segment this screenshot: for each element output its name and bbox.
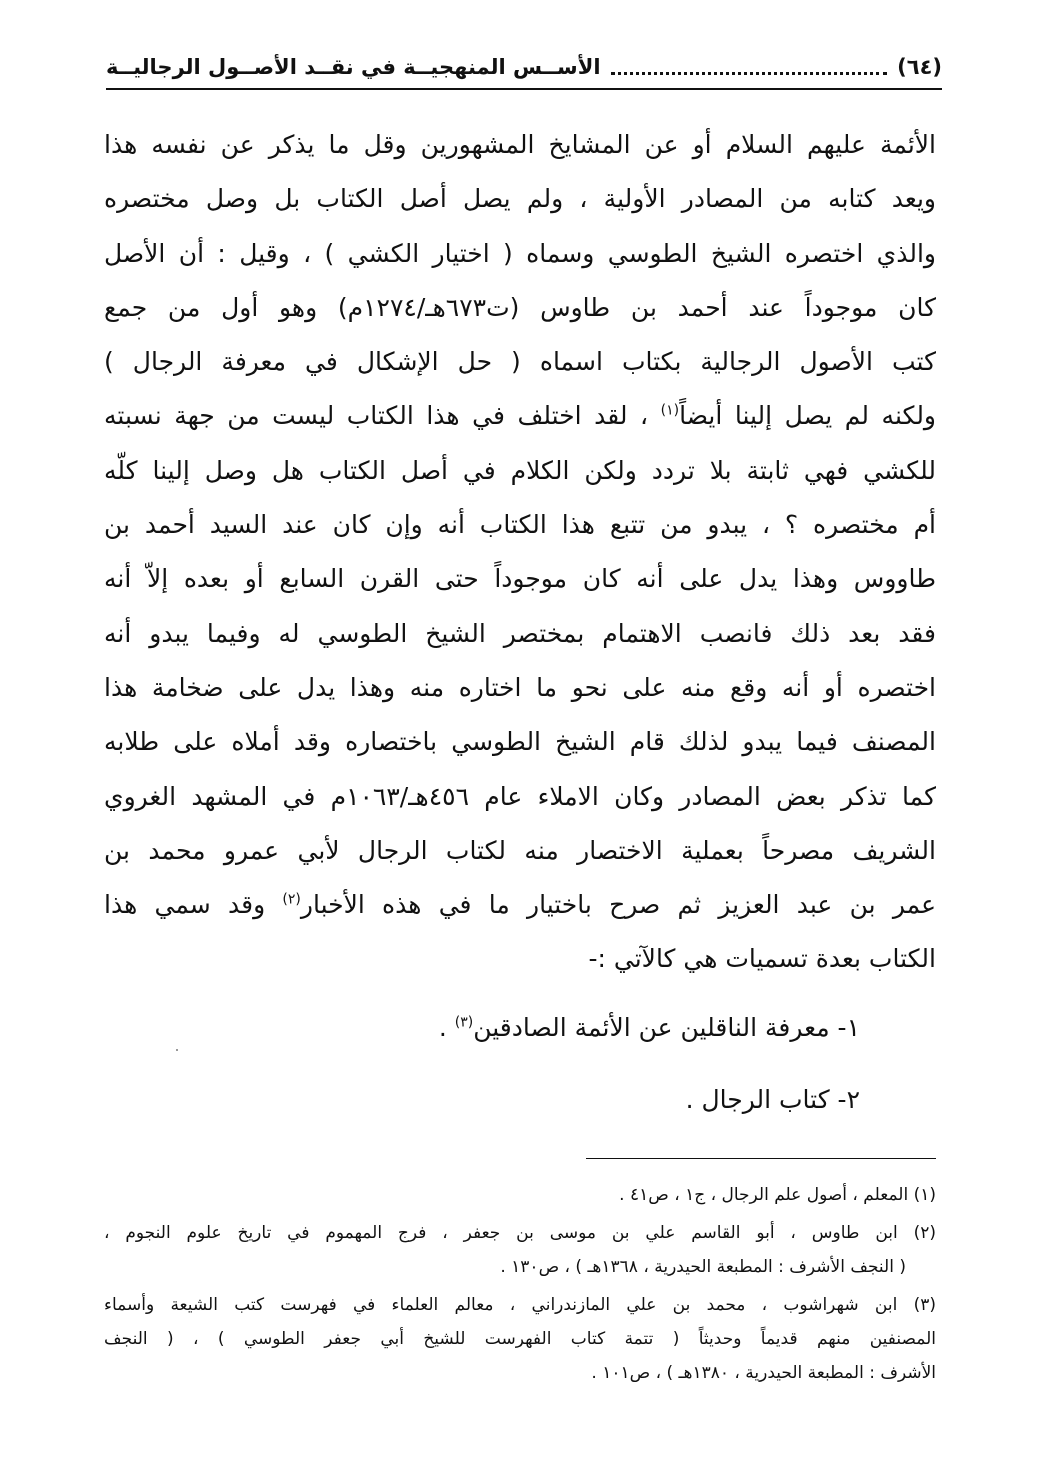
footnotes — [104, 1178, 936, 1394]
text-line: أم مختصره ؟ ، يبدو من تتبع هذا الكتاب أنه وإن كان عند السيد أحمد بن — [104, 510, 936, 540]
footnote-1 — [104, 1178, 936, 1212]
footnote-line: (٢) ابن طاوس ، أبو القاسم علي بن موسى بن جعفر ، فرج المهموم في تاريخ علوم النجوم ، — [104, 1223, 936, 1243]
text-line: كان موجوداً عند أحمد بن طاوس (ت٦٧٣هـ/١٢٧٤م) وهو أول من جمع — [104, 292, 936, 322]
footnote-line: المصنفين منهم قديماً وحديثاً ( تتمة كتاب الفهرست للشيخ أبي جعفر الطوسي ) ، ( النجف — [104, 1329, 936, 1349]
text-segment: وقد سمي هذا — [104, 890, 266, 920]
text-segment: عمر بن عبد العزيز ثم صرح باختيار ما في هذه الأخبار — [300, 890, 936, 920]
running-header — [106, 46, 942, 82]
footnote-separator — [586, 1158, 936, 1159]
footnote-line: (١) المعلم ، أصول علم الرجال ، ج١ ، ص٤١ . — [619, 1185, 936, 1205]
scan-speck — [176, 1049, 178, 1051]
text-line: كما تذكر بعض المصادر وكان الاملاء عام ٤٥٦هـ/١٠٦٣م في المشهد الغروي — [104, 781, 936, 811]
text-line: فقد بعد ذلك فانصب الاهتمام بمختصر الشيخ الطوسي له وفيما يبدو أنه — [104, 618, 936, 648]
footnote-ref-2: (٢) — [282, 891, 301, 908]
text-segment: ، لقد اختلف في هذا الكتاب ليست من جهة نسبته — [104, 401, 649, 431]
footnote-ref-1: (١) — [660, 403, 680, 420]
running-title: الأســس المنهجيــة في نقــد الأصــول الرجاليــة — [106, 55, 601, 79]
footnote-ref-3: (٣) — [454, 1014, 474, 1031]
text-line: طاووس وهذا يدل على أنه كان موجوداً حتى القرن السابع أو بعده إلاّ أنه — [104, 564, 936, 594]
footnote-2 — [104, 1216, 936, 1284]
footnote-3 — [104, 1288, 936, 1390]
footnote-line: الأشرف : المطبعة الحيدرية ، ١٣٨٠هـ ) ، ص١٠١ . — [591, 1363, 936, 1383]
text-line: ويعد كتابه من المصادر الأولية ، ولم يصل أصل الكتاب بل وصل مختصره — [104, 184, 936, 214]
footnote-line: ( النجف الأشرف : المطبعة الحيدرية ، ١٣٦٨هـ ) ، ص١٣٠ . — [500, 1257, 906, 1277]
text-line: الأئمة عليهم السلام أو عن المشايخ المشهورين وقل ما يذكر عن نفسه هذا — [104, 130, 936, 159]
text-line — [104, 878, 936, 932]
text-line: المصنف فيما يبدو لذلك قام الشيخ الطوسي باختصاره وقد أملاه على طلابه — [104, 727, 936, 757]
text-line: اختصره أو أنه وقع منه على نحو ما اختاره منه وهذا يدل على ضخامة هذا — [104, 672, 936, 702]
page-number: (٦٤) — [897, 55, 942, 79]
main-text — [104, 118, 936, 987]
header-dot-leader — [611, 71, 888, 75]
text-line — [104, 389, 936, 443]
footnote-line: (٣) ابن شهراشوب ، محمد بن علي المازندراني ، معالم العلماء في فهرست كتب الشيعة وأسماء — [104, 1295, 936, 1315]
text-line: كتب الأصول الرجالية بكتاب اسماه ( حل الإشكال في معرفة الرجال ) — [104, 347, 936, 377]
text-line: الشريف مصرحاً بعملية الاختصار منه لكتاب الرجال لأبي عمرو محمد بن — [104, 835, 936, 865]
text-line: للكشي فهي ثابتة بلا تردد ولكن الكلام في أصل الكتاب هل وصل إلينا كلّه — [104, 455, 936, 485]
list-item-end: . — [438, 1013, 455, 1042]
text-segment: ولكنه لم يصل إلينا أيضاً — [679, 401, 936, 431]
list-item-text: ١- معرفة الناقلين عن الأئمة الصادقين — [473, 1013, 860, 1042]
text-line: الكتاب بعدة تسميات هي كالآتي :- — [588, 944, 936, 974]
list-item-1 — [160, 1008, 860, 1048]
text-line: والذي اختصره الشيخ الطوسي وسماه ( اختيار الكشي ) ، وقيل : أن الأصل — [104, 238, 936, 268]
list-item-2: ٢- كتاب الرجال . — [685, 1085, 860, 1114]
header-rule — [106, 88, 942, 90]
